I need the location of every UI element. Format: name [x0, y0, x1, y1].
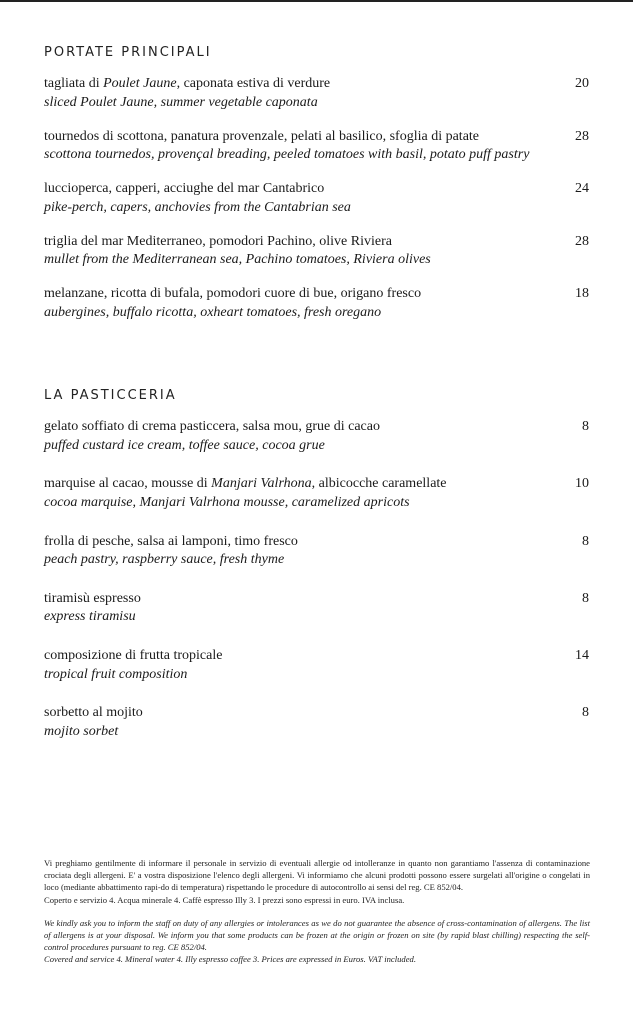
- menu-item: [44, 533, 589, 590]
- notice-italian: Vi preghiamo gentilmente di informare il personale in servizio di eventuali allergie od intolleranze in quanto non garantiamo l'assenza di contaminazione crociata degli allergeni. E' a vostra disposizione l'elenco degli allergeni. Vi informiamo che alcuni prodotti possono essere surgelati all'origine o congelati in loco (mediante abbattimento rapi-do di temperatura) rispettando le procedure di autocontrollo ai sensi del reg. CE 852/04.: [44, 858, 590, 893]
- menu-item: [44, 233, 589, 286]
- dish-name-part: luccioperca, capperi, acciughe del mar Cantabrico: [44, 181, 325, 196]
- dish-name-part: sorbetto al mojito: [44, 705, 143, 721]
- dish-price: 14: [575, 648, 589, 664]
- dish-name-italian: [44, 533, 589, 552]
- dish-name-part: melanzane, ricotta di bufala, pomodori cuore di bue, origano fresco: [44, 286, 422, 301]
- notice-english: We kindly ask you to inform the staff on duty of any allergies or intolerances as we do not guarantee the absence of cross-contamination of allergens. The list of allergens is at your disposal. We inform you that some products can be frozen at the origin or frozen on site (by rapid blast chilling) respecting the self-control procedures pursuant to reg. CE 852/04.: [44, 917, 590, 953]
- dish-name-part: gelato soffiato di crema pasticcera, salsa mou, grue di cacao: [44, 419, 380, 434]
- dish-name-english: cocoa marquise, Manjari Valrhona mousse, caramelized apricots: [44, 494, 410, 510]
- dish-name-part: triglia del mar Mediterraneo, pomodori Pachino, olive Riviera: [44, 233, 392, 249]
- dish-price: 24: [575, 181, 589, 196]
- dish-price: 20: [575, 76, 589, 91]
- dish-name-english: pike-perch, capers, anchovies from the Cantabrian sea: [44, 199, 351, 215]
- dish-name-italian: [44, 475, 589, 494]
- dish-price: 28: [575, 128, 589, 144]
- menu-item: [44, 647, 589, 704]
- dish-name-english: mojito sorbet: [44, 723, 119, 739]
- section-la-pasticceria: [44, 387, 589, 762]
- menu-item: [44, 128, 589, 181]
- menu-item: [44, 285, 589, 338]
- dish-name-english: express tiramisu: [44, 609, 136, 625]
- dish-name-english: sliced Poulet Jaune, summer vegetable caponata: [44, 94, 318, 110]
- dish-price: 18: [575, 286, 589, 301]
- dish-name-italian: [44, 128, 589, 147]
- dish-price: 8: [582, 533, 589, 549]
- dish-name-italian: [44, 285, 589, 304]
- section-portate-principali: [44, 44, 589, 338]
- dish-price: 10: [575, 476, 589, 492]
- menu-item: [44, 475, 589, 532]
- menu-item: [44, 704, 589, 761]
- dish-name-emphasis: Manjari Valrhona: [211, 476, 312, 492]
- dish-name-english: puffed custard ice cream, toffee sauce, cocoa grue: [44, 437, 325, 453]
- dish-name-part: marquise al cacao, mousse di: [44, 476, 212, 492]
- dish-name-part: tournedos di scottona, panatura provenzale, pelati al basilico, sfoglia di patate: [44, 128, 480, 144]
- dish-name-part: , caponata estiva di verdure: [176, 76, 331, 91]
- dish-name-english: mullet from the Mediterranean sea, Pachino tomatoes, Riviera olives: [44, 252, 431, 267]
- menu-item: [44, 418, 589, 475]
- dish-name-emphasis: Poulet Jaune: [103, 76, 177, 91]
- dish-price: 8: [582, 419, 589, 434]
- dish-name-italian: [44, 647, 589, 666]
- dish-name-italian: [44, 704, 589, 723]
- dish-name-part: , albicocche caramellate: [311, 476, 447, 492]
- dish-name-italian: [44, 418, 589, 437]
- dish-name-part: frolla di pesche, salsa ai lamponi, timo fresco: [44, 533, 298, 549]
- dish-price: 8: [582, 705, 589, 721]
- dish-name-part: composizione di frutta tropicale: [44, 648, 223, 664]
- dish-name-part: tiramisù espresso: [44, 590, 141, 606]
- dish-price: 8: [582, 590, 589, 606]
- menu-item: [44, 180, 589, 233]
- dish-name-english: scottona tournedos, provençal breading, peeled tomatoes with basil, potato puff pastry: [44, 147, 530, 162]
- menu-item: [44, 75, 589, 128]
- notice-italian-prices: Coperto e servizio 4. Acqua minerale 4. Caffè espresso Illy 3. I prezzi sono espressi in euro. IVA inclusa.: [44, 894, 405, 905]
- dish-name-italian: [44, 233, 589, 252]
- dish-name-english: aubergines, buffalo ricotta, oxheart tomatoes, fresh oregano: [44, 304, 382, 320]
- section-title: LA PASTICCERIA: [44, 388, 177, 403]
- menu-item: [44, 590, 589, 647]
- dish-name-italian: [44, 75, 589, 94]
- dish-name-part: tagliata di: [44, 76, 104, 91]
- notice-english-prices: Covered and service 4. Mineral water 4. Illy espresso coffee 3. Prices are expressed in Euros. VAT included.: [44, 954, 416, 965]
- section-title: PORTATE PRINCIPALI: [44, 45, 212, 60]
- dish-price: 28: [575, 233, 589, 249]
- dish-name-italian: [44, 180, 589, 199]
- allergen-notice: [44, 857, 590, 966]
- dish-name-english: peach pastry, raspberry sauce, fresh thyme: [44, 552, 285, 568]
- dish-name-english: tropical fruit composition: [44, 666, 188, 682]
- dish-name-italian: [44, 590, 589, 609]
